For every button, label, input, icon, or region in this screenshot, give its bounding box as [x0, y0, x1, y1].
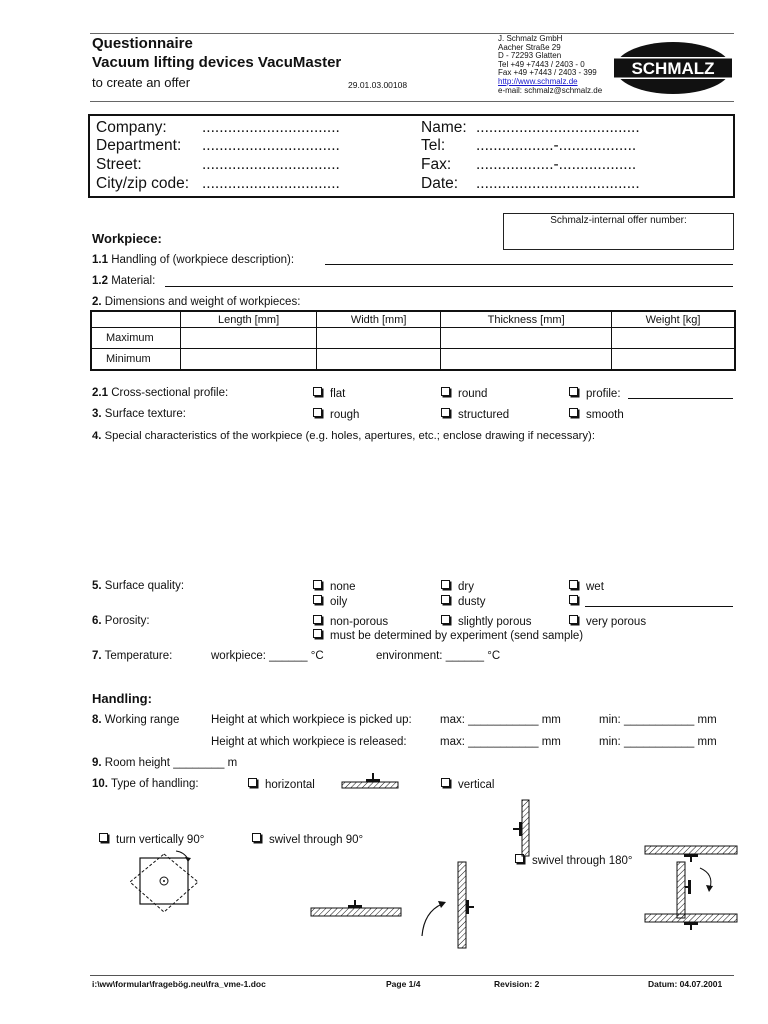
- swivel-90-illustration: [308, 858, 478, 950]
- checkbox-icon[interactable]: [441, 778, 450, 787]
- checkbox-swivel-180[interactable]: swivel through 180°: [515, 854, 633, 867]
- vertical-handling-illustration: [508, 798, 534, 858]
- checkbox-other-surface[interactable]: [569, 595, 586, 608]
- footer-date: Datum: 04.07.2001: [648, 979, 723, 989]
- schmalz-logo: [614, 41, 732, 95]
- row-label-minimum: Minimum: [91, 349, 181, 371]
- cityzip-field[interactable]: ................................: [202, 175, 340, 192]
- horizontal-handling-illustration: [340, 770, 400, 792]
- q11-label: 1.1 Handling of (workpiece description):: [92, 254, 295, 266]
- address-street: Aacher Straße 29: [498, 42, 561, 52]
- q2-label: 2. Dimensions and weight of workpieces:: [92, 296, 301, 308]
- table-header-cell: [91, 311, 181, 328]
- picked-max-field[interactable]: max: ___________ mm: [440, 714, 561, 726]
- min-weight-cell[interactable]: [612, 349, 735, 371]
- checkbox-icon[interactable]: [441, 615, 450, 624]
- min-width-cell[interactable]: [317, 349, 441, 371]
- table-header-cell: Weight [kg]: [612, 311, 735, 328]
- offer-number-box[interactable]: [503, 213, 734, 250]
- address-email: e-mail: schmalz@schmalz.de: [498, 85, 603, 95]
- document-number: 29.01.03.00108: [348, 80, 408, 90]
- checkbox-non-porous[interactable]: non-porous: [313, 615, 388, 628]
- checkbox-slightly-porous[interactable]: slightly porous: [441, 615, 532, 628]
- company-address: [498, 35, 602, 95]
- min-thickness-cell[interactable]: [441, 349, 612, 371]
- checkbox-round[interactable]: round: [441, 387, 487, 400]
- checkbox-very-porous[interactable]: very porous: [569, 615, 646, 628]
- q6-label: 6. Porosity:: [92, 615, 150, 627]
- checkbox-icon[interactable]: [313, 580, 322, 589]
- table-header-row: [91, 311, 735, 328]
- offer-number-label: Schmalz-internal offer number:: [550, 215, 687, 226]
- table-header-cell: Width [mm]: [317, 311, 441, 328]
- max-thickness-cell[interactable]: [441, 328, 612, 349]
- street-field[interactable]: ................................: [202, 156, 340, 173]
- q4-answer-area[interactable]: [92, 448, 732, 572]
- address-fax: Fax +49 +7443 / 2403 - 399: [498, 68, 597, 78]
- date-label: Date:: [421, 175, 459, 192]
- checkbox-icon[interactable]: [252, 833, 261, 842]
- department-label: Department:: [96, 137, 182, 154]
- tel-field[interactable]: ..................-..................: [476, 137, 637, 154]
- checkbox-horizontal[interactable]: horizontal: [248, 778, 315, 791]
- checkbox-icon[interactable]: [441, 580, 450, 589]
- checkbox-icon[interactable]: [313, 387, 322, 396]
- website-link[interactable]: http://www.schmalz.de: [498, 76, 578, 86]
- checkbox-swivel-90[interactable]: swivel through 90°: [252, 833, 363, 846]
- checkbox-icon[interactable]: [441, 408, 450, 417]
- fax-field[interactable]: ..................-..................: [476, 156, 637, 173]
- form-title: Questionnaire: [92, 35, 193, 52]
- picked-min-field[interactable]: min: ___________ mm: [599, 714, 717, 726]
- table-header-cell: Length [mm]: [181, 311, 317, 328]
- name-label: Name:: [421, 119, 467, 136]
- checkbox-icon[interactable]: [569, 595, 578, 604]
- form-purpose: to create an offer: [92, 75, 191, 90]
- table-row: [91, 328, 735, 349]
- max-length-cell[interactable]: [181, 328, 317, 349]
- q4-label: 4. Special characteristics of the workpiece (e.g. holes, apertures, etc.; enclose drawing if necessary):: [92, 430, 595, 442]
- checkbox-icon[interactable]: [313, 408, 322, 417]
- checkbox-turn-vertically-90[interactable]: turn vertically 90°: [99, 833, 204, 846]
- q10-label: 10. Type of handling:: [92, 778, 199, 790]
- checkbox-dry[interactable]: dry: [441, 580, 474, 593]
- checkbox-experiment[interactable]: must be determined by experiment (send sample): [313, 629, 583, 642]
- company-label: Company:: [96, 119, 167, 136]
- checkbox-wet[interactable]: wet: [569, 580, 604, 593]
- address-company: J. Schmalz GmbH: [498, 34, 563, 43]
- q7-environment-temp[interactable]: environment: ______ °C: [376, 650, 501, 662]
- checkbox-icon[interactable]: [441, 387, 450, 396]
- form-subtitle-product: Vacuum lifting devices VacuMaster: [92, 54, 342, 71]
- q9-label: 9. Room height ________ m: [92, 757, 238, 769]
- checkbox-smooth[interactable]: smooth: [569, 408, 624, 421]
- company-field[interactable]: ................................: [202, 119, 340, 136]
- address-city: D - 72293 Glatten: [498, 51, 562, 61]
- max-width-cell[interactable]: [317, 328, 441, 349]
- q7-label: 7. Temperature:: [92, 650, 173, 662]
- swivel-180-illustration: [640, 840, 740, 940]
- q12-answer-line[interactable]: [165, 286, 733, 287]
- checkbox-icon[interactable]: [99, 833, 108, 842]
- workpiece-heading: Workpiece:: [92, 231, 162, 246]
- checkbox-flat[interactable]: flat: [313, 387, 345, 400]
- released-min-field[interactable]: min: ___________ mm: [599, 736, 717, 748]
- fax-label: Fax:: [421, 156, 452, 173]
- checkbox-none[interactable]: none: [313, 580, 356, 593]
- dimensions-table: [90, 310, 736, 371]
- cityzip-label: City/zip code:: [96, 175, 190, 192]
- q5-label: 5. Surface quality:: [92, 580, 185, 592]
- profile-answer-line[interactable]: [628, 398, 733, 399]
- footer-revision: Revision: 2: [494, 979, 540, 989]
- checkbox-icon[interactable]: [313, 629, 322, 638]
- q3-label: 3. Surface texture:: [92, 408, 186, 420]
- checkbox-icon[interactable]: [569, 408, 578, 417]
- checkbox-icon[interactable]: [569, 615, 578, 624]
- checkbox-profile[interactable]: profile:: [569, 387, 621, 400]
- q21-label: 2.1 Cross-sectional profile:: [92, 387, 229, 399]
- q12-label: 1.2 Material:: [92, 275, 156, 287]
- checkbox-icon[interactable]: [441, 595, 450, 604]
- checkbox-rough[interactable]: rough: [313, 408, 359, 421]
- max-weight-cell[interactable]: [612, 328, 735, 349]
- checkbox-structured[interactable]: structured: [441, 408, 509, 421]
- min-length-cell[interactable]: [181, 349, 317, 371]
- address-tel: Tel +49 +7443 / 2403 - 0: [498, 59, 585, 69]
- checkbox-vertical[interactable]: vertical: [441, 778, 494, 791]
- checkbox-icon[interactable]: [569, 387, 578, 396]
- checkbox-dusty[interactable]: dusty: [441, 595, 486, 608]
- footer-file-path: i:\ww\formular\fragebög.neu\fra_vme-1.doc: [92, 979, 266, 989]
- checkbox-icon[interactable]: [313, 595, 322, 604]
- tel-label: Tel:: [421, 137, 446, 154]
- q7-workpiece-temp[interactable]: workpiece: ______ °C: [211, 650, 324, 662]
- department-field[interactable]: ................................: [202, 137, 340, 154]
- checkbox-icon[interactable]: [569, 580, 578, 589]
- street-label: Street:: [96, 156, 142, 173]
- released-label: Height at which workpiece is released:: [211, 736, 407, 748]
- checkbox-oily[interactable]: oily: [313, 595, 347, 608]
- row-label-maximum: Maximum: [91, 328, 181, 349]
- handling-heading: Handling:: [92, 691, 152, 706]
- name-field[interactable]: ......................................: [476, 119, 640, 136]
- table-header-cell: Thickness [mm]: [441, 311, 612, 328]
- date-field[interactable]: ......................................: [476, 175, 640, 192]
- checkbox-icon[interactable]: [248, 778, 257, 787]
- room-height-field[interactable]: ________: [173, 757, 225, 769]
- q11-answer-line[interactable]: [325, 264, 733, 265]
- q8-label: 8. Working range: [92, 714, 180, 726]
- checkbox-icon[interactable]: [313, 615, 322, 624]
- other-surface-line[interactable]: [585, 606, 733, 607]
- turn-90-illustration: [126, 848, 202, 918]
- logo-text: SCHMALZ: [631, 59, 715, 78]
- picked-up-label: Height at which workpiece is picked up:: [211, 714, 412, 726]
- footer-page: Page 1/4: [386, 979, 421, 989]
- table-row: [91, 349, 735, 371]
- released-max-field[interactable]: max: ___________ mm: [440, 736, 561, 748]
